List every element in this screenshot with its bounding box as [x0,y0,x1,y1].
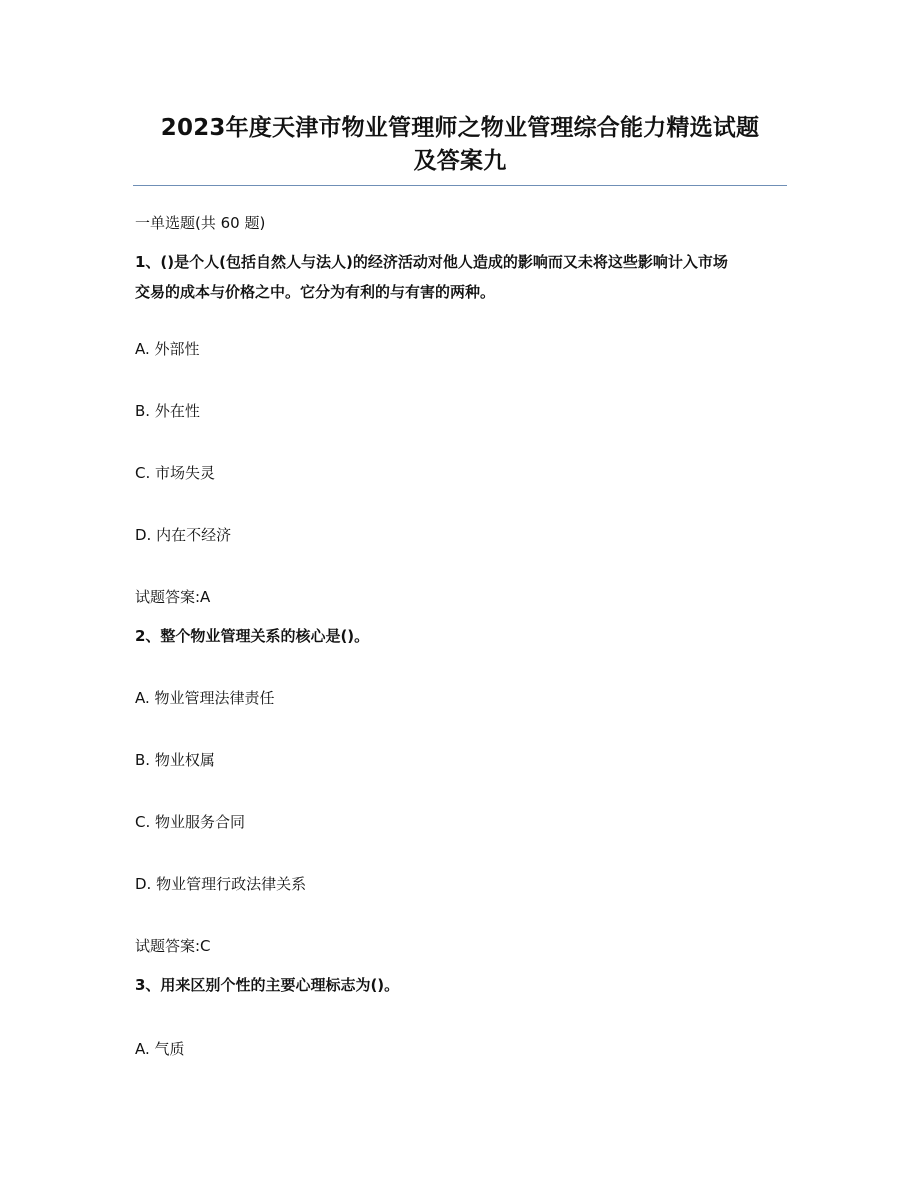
question-1-option-a: A. 外部性 [135,340,200,358]
question-1-option-b: B. 外在性 [135,402,200,420]
question-2-answer: 试题答案:C [135,937,211,955]
document-title [133,112,787,178]
question-1-option-c: C. 市场失灵 [135,464,216,482]
question-1-stem-line-1: 1、()是个人(包括自然人与法人)的经济活动对他人造成的影响而又未将这些影响计入市场 [135,253,728,271]
title-line-2: 及答案九 [413,148,507,174]
question-2-option-c: C. 物业服务合同 [135,813,246,831]
title-line-1: 2023年度天津市物业管理师之物业管理综合能力精选试题 [160,115,760,141]
question-2-option-d: D. 物业管理行政法律关系 [135,875,307,893]
question-1-answer: 试题答案:A [135,588,211,606]
question-2-stem-line-1: 2、整个物业管理关系的核心是()。 [135,627,370,645]
question-2-option-a: A. 物业管理法律责任 [135,689,275,707]
question-2-stem [135,621,785,651]
question-1-option-d: D. 内在不经济 [135,526,232,544]
title-divider [133,185,787,186]
question-3-stem-line-1: 3、用来区别个性的主要心理标志为()。 [135,976,400,994]
question-3-stem [135,970,785,1000]
question-1-stem-line-2: 交易的成本与价格之中。它分为有利的与有害的两种。 [135,283,496,301]
question-3-option-a: A. 气质 [135,1040,185,1058]
section-heading: 一单选题(共 60 题) [135,214,266,232]
question-2-option-b: B. 物业权属 [135,751,215,769]
question-1-stem [135,247,785,307]
